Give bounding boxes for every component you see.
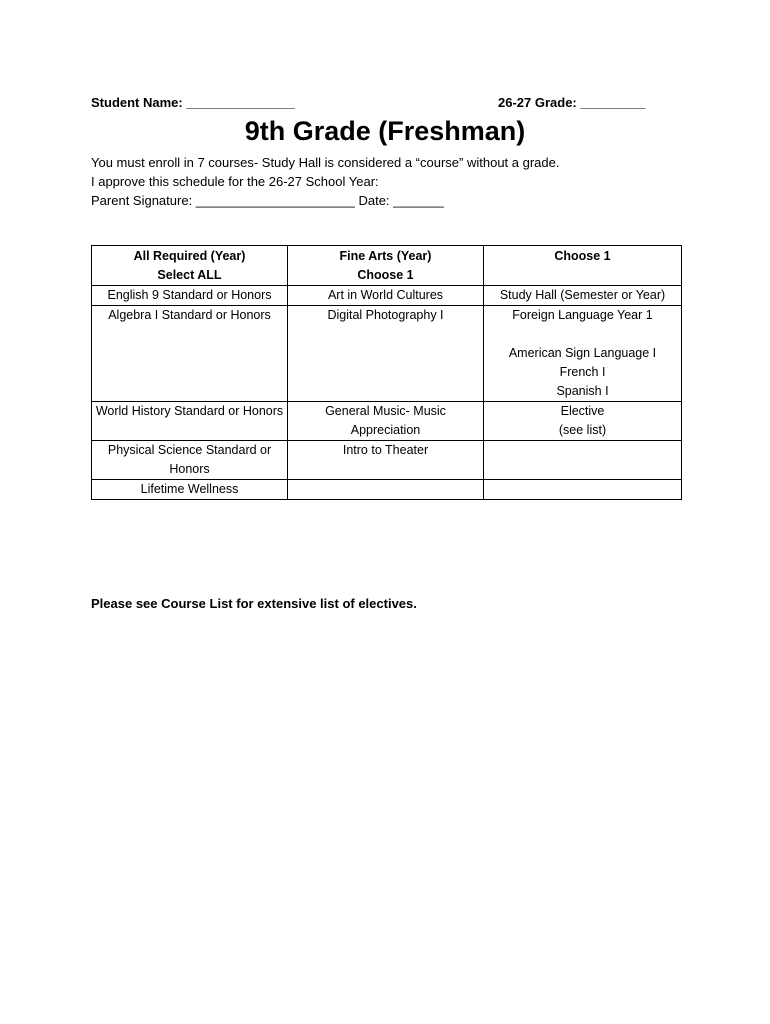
table-cell [288, 480, 484, 500]
table-cell: Physical Science Standard or Honors [92, 441, 288, 480]
grade-field: 26-27 Grade: _________ [498, 95, 646, 110]
instruction-enroll: You must enroll in 7 courses- Study Hall is considered a “course” without a grade. [91, 155, 560, 170]
header-fine-arts-title: Fine Arts (Year) [339, 249, 432, 263]
instruction-approve: I approve this schedule for the 26-27 School Year: [91, 174, 379, 189]
table-cell: Intro to Theater [288, 441, 484, 480]
schedule-table [91, 245, 682, 500]
header-fine-arts [288, 246, 484, 286]
language-option: French I [559, 365, 606, 379]
header-required-instruction: Select ALL [157, 268, 222, 282]
table-cell: General Music- Music Appreciation [288, 402, 484, 441]
table-row [92, 286, 682, 306]
table-row [92, 441, 682, 480]
table-cell: Algebra I Standard or Honors [92, 306, 288, 402]
foreign-language-label: Foreign Language Year 1 [512, 308, 653, 322]
language-option: American Sign Language I [508, 346, 657, 360]
header-choose [484, 246, 682, 286]
language-option: Spanish I [556, 384, 609, 398]
footer-note: Please see Course List for extensive list of electives. [91, 596, 417, 611]
table-cell-language [484, 306, 682, 402]
header-required [92, 246, 288, 286]
table-cell [484, 441, 682, 480]
header-required-title: All Required (Year) [133, 249, 246, 263]
table-cell: English 9 Standard or Honors [92, 286, 288, 306]
table-cell: Lifetime Wellness [92, 480, 288, 500]
table-header-row [92, 246, 682, 286]
elective-note: (see list) [558, 423, 607, 437]
table-row [92, 480, 682, 500]
table-cell: World History Standard or Honors [92, 402, 288, 441]
elective-label: Elective [560, 404, 605, 418]
table-cell-elective [484, 402, 682, 441]
table-cell [484, 480, 682, 500]
table-cell: Art in World Cultures [288, 286, 484, 306]
header-fine-arts-instruction: Choose 1 [357, 268, 414, 282]
header-choose-title: Choose 1 [554, 249, 611, 263]
page-title: 9th Grade (Freshman) [244, 116, 526, 146]
table-row [92, 306, 682, 402]
table-cell: Digital Photography I [288, 306, 484, 402]
table-cell: Study Hall (Semester or Year) [484, 286, 682, 306]
student-name-field: Student Name: _______________ [91, 95, 295, 110]
table-row [92, 402, 682, 441]
parent-signature-line: Parent Signature: ______________________ Date: _______ [91, 193, 444, 208]
